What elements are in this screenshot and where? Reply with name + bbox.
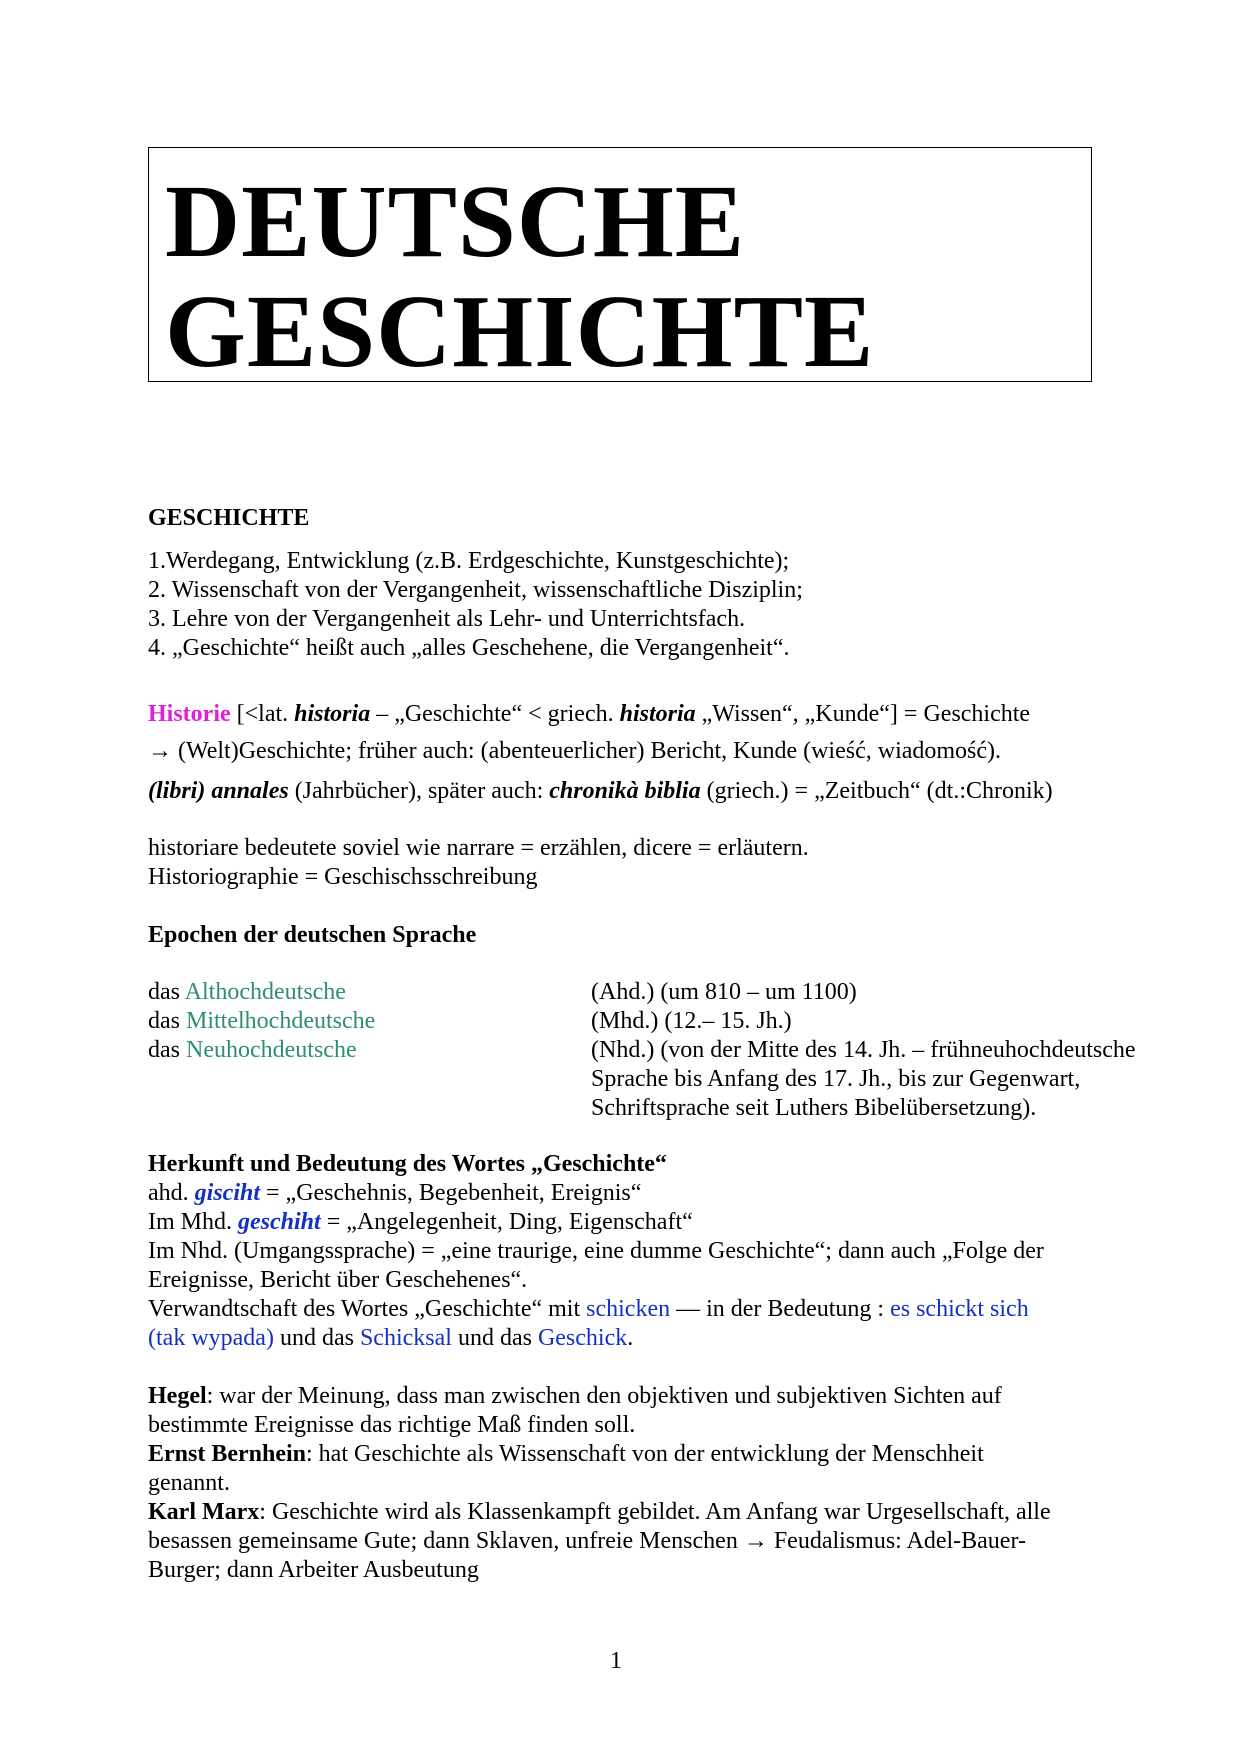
- bernhein-line-cont: genannt.: [148, 1470, 230, 1496]
- greek-word: historia: [619, 701, 696, 727]
- epoch-row: [148, 1007, 1048, 1036]
- epoch-continuation-1: Sprache bis Anfang des 17. Jh., bis zur Gegenwart,: [591, 1066, 1081, 1092]
- herkunft-heading: Herkunft und Bedeutung des Wortes „Geschichte“: [148, 1151, 667, 1177]
- historie-line-1: [148, 700, 1030, 729]
- article: das: [148, 1008, 186, 1034]
- ahd-line: [148, 1179, 641, 1208]
- epoch-row: [148, 1036, 1136, 1065]
- title-line-2: GESCHICHTE: [165, 274, 875, 389]
- verwandtschaft-line-cont: [148, 1324, 633, 1353]
- historiographie-line: Historiographie = Geschischsschreibung: [148, 864, 538, 890]
- historie-line-2: → (Welt)Geschichte; früher auch: (abenteuerlicher) Bericht, Kunde (wieść, wiadomość).: [148, 738, 1002, 764]
- historie-text: (Jahrbücher), später auch:: [288, 778, 550, 804]
- historie-term: Historie: [148, 701, 231, 727]
- epoch-name: Althochdeutsche: [184, 979, 346, 1005]
- historie-text: „Wissen“, „Kunde“] = Geschichte: [695, 701, 1031, 727]
- text: : hat Geschichte als Wissenschaft von der entwicklung der Menschheit: [306, 1441, 984, 1467]
- definition-item-1: 1.Werdegang, Entwicklung (z.B. Erdgeschichte, Kunstgeschichte);: [148, 548, 790, 574]
- epoch-row: [148, 978, 1048, 1007]
- historie-text: [<lat.: [230, 701, 295, 727]
- nhd-line-cont: Ereignisse, Bericht über Geschehenes“.: [148, 1267, 528, 1293]
- tak-wypada-word: (tak wypada): [148, 1325, 274, 1351]
- marx-name: Karl Marx: [148, 1499, 260, 1525]
- historie-line-3: [148, 777, 1053, 806]
- mhd-word: geschiht: [238, 1209, 321, 1235]
- text: Verwandtschaft des Wortes „Geschichte“ mit: [148, 1296, 587, 1322]
- definition-item-3: 3. Lehre von der Vergangenheit als Lehr- und Unterrichtsfach.: [148, 606, 746, 632]
- text: .: [627, 1325, 634, 1351]
- bernhein-line: [148, 1440, 984, 1469]
- section-heading-geschichte: GESCHICHTE: [148, 505, 310, 531]
- schicksal-word: Schicksal: [359, 1325, 452, 1351]
- page-number: 1: [610, 1648, 622, 1674]
- hegel-line: [148, 1382, 1002, 1411]
- bernhein-name: Ernst Bernhein: [148, 1441, 307, 1467]
- definition-item-4: 4. „Geschichte“ heißt auch „alles Geschehene, die Vergangenheit“.: [148, 635, 790, 661]
- marx-line: [148, 1498, 1051, 1527]
- annales-word: (libri) annales: [148, 778, 289, 804]
- nhd-line: Im Nhd. (Umgangssprache) = „eine traurige, eine dumme Geschichte“; dann auch „Folge der: [148, 1238, 1044, 1264]
- title-line-1: DEUTSCHE: [165, 164, 746, 279]
- text: und das: [273, 1325, 360, 1351]
- text: : war der Meinung, dass man zwischen den objektiven und subjektiven Sichten auf: [206, 1383, 1002, 1409]
- text: und das: [451, 1325, 538, 1351]
- text: ahd.: [148, 1180, 195, 1206]
- chronika-word: chronikà biblia: [549, 778, 701, 804]
- hegel-name: Hegel: [148, 1383, 207, 1409]
- text: — in der Bedeutung :: [670, 1296, 891, 1322]
- marx-line-cont-2: Burger; dann Arbeiter Ausbeutung: [148, 1557, 479, 1583]
- marx-line-cont: besassen gemeinsame Gute; dann Sklaven, unfreie Menschen → Feudalismus: Adel-Bauer-: [148, 1528, 1026, 1554]
- historiare-line: historiare bedeutete soviel wie narrare = erzählen, dicere = erläutern.: [148, 835, 809, 861]
- text: = „Angelegenheit, Ding, Eigenschaft“: [320, 1209, 693, 1235]
- mhd-line: [148, 1208, 693, 1237]
- text: Im Mhd.: [148, 1209, 238, 1235]
- epoch-desc: (Nhd.) (von der Mitte des 14. Jh. – frühneuhochdeutsche: [591, 1037, 1136, 1063]
- epoch-name: Mittelhochdeutsche: [186, 1008, 376, 1034]
- es-schickt-sich-word: es schickt sich: [890, 1296, 1029, 1322]
- geschick-word: Geschick: [537, 1325, 628, 1351]
- text: : Geschichte wird als Klassenkampft gebildet. Am Anfang war Urgesellschaft, alle: [259, 1499, 1051, 1525]
- epoch-continuation-2: Schriftsprache seit Luthers Bibelübersetzung).: [591, 1095, 1037, 1121]
- definition-item-2: 2. Wissenschaft von der Vergangenheit, wissenschaftliche Disziplin;: [148, 577, 803, 603]
- schicken-word: schicken: [586, 1296, 671, 1322]
- epochen-heading: Epochen der deutschen Sprache: [148, 922, 477, 948]
- verwandtschaft-line: [148, 1295, 1029, 1324]
- hegel-line-cont: bestimmte Ereignisse das richtige Maß finden soll.: [148, 1412, 636, 1438]
- title-box: [148, 147, 1092, 389]
- article: das: [148, 1037, 186, 1063]
- epoch-desc: (Ahd.) (um 810 – um 1100): [591, 979, 857, 1005]
- latin-word: historia: [294, 701, 371, 727]
- historie-text: – „Geschichte“ < griech.: [370, 701, 620, 727]
- epoch-desc: (Mhd.) (12.– 15. Jh.): [591, 1008, 792, 1034]
- text: = „Geschehnis, Begebenheit, Ereignis“: [260, 1180, 642, 1206]
- ahd-word: gisciht: [194, 1180, 260, 1206]
- article: das: [148, 979, 185, 1005]
- epoch-name: Neuhochdeutsche: [186, 1037, 357, 1063]
- historie-text: (griech.) = „Zeitbuch“ (dt.:Chronik): [700, 778, 1053, 804]
